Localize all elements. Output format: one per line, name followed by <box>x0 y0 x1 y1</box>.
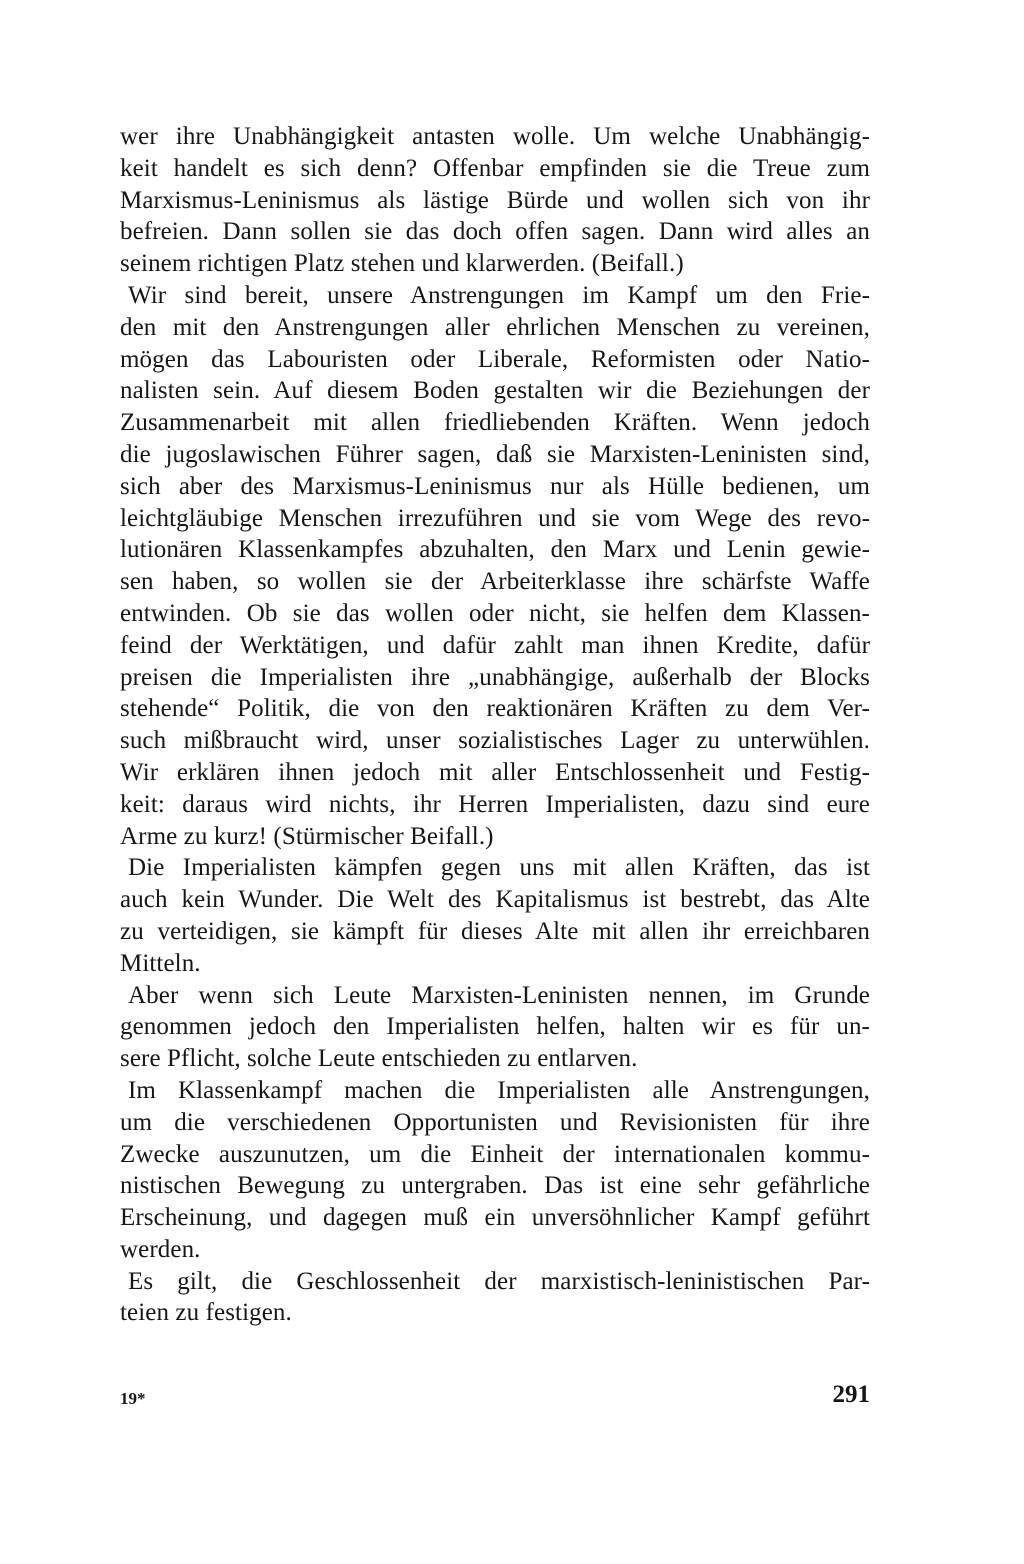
text-line: den mit den Anstrengungen aller ehrlichen Menschen zu vereinen, <box>120 313 870 341</box>
text-line: Im Klassenkampf machen die Imperialisten alle Anstrengungen, <box>128 1076 870 1104</box>
text-line: stehende“ Politik, die von den reaktionären Kräften zu dem Ver- <box>120 695 870 723</box>
text-line: such mißbraucht wird, unser sozialistisches Lager zu unterwühlen. <box>120 727 870 755</box>
body-text <box>120 121 870 1329</box>
text-line: Zwecke auszunutzen, um die Einheit der internationalen kommu- <box>120 1140 870 1168</box>
text-line: lutionären Klassenkampfes abzuhalten, den Marx und Lenin gewie- <box>120 536 870 564</box>
text-line: die jugoslawischen Führer sagen, daß sie Marxisten-Leninisten sind, <box>120 440 870 468</box>
text-line: nalisten sein. Auf diesem Boden gestalten wir die Beziehungen der <box>120 377 870 405</box>
paragraph-5 <box>120 1075 870 1266</box>
paragraph-3 <box>120 852 870 979</box>
text-line: Aber wenn sich Leute Marxisten-Leninisten nennen, im Grunde <box>128 981 870 1009</box>
text-line: zu verteidigen, sie kämpft für dieses Alte mit allen ihr erreichbaren <box>120 917 870 945</box>
text-line: wer ihre Unabhängigkeit antasten wolle. Um welche Unabhängig- <box>120 123 870 150</box>
text-line: teien zu festigen. <box>120 1299 292 1327</box>
text-line: entwinden. Ob sie das wollen oder nicht, sie helfen dem Klassen- <box>120 599 870 627</box>
text-line: leichtgläubige Menschen irrezuführen und sie vom Wege des revo- <box>120 504 870 532</box>
paragraph-6 <box>120 1266 870 1330</box>
signature-mark: 19* <box>120 1389 146 1408</box>
text-line: auch kein Wunder. Die Welt des Kapitalismus ist bestrebt, das Alte <box>120 886 870 914</box>
text-line: feind der Werktätigen, und dafür zahlt man ihnen Kredite, dafür <box>120 631 870 659</box>
page-number: 291 <box>832 1381 870 1408</box>
text-line: Zusammenarbeit mit allen friedliebenden Kräften. Wenn jedoch <box>120 409 870 437</box>
paragraph-2 <box>120 280 870 852</box>
text-line: werden. <box>120 1235 201 1263</box>
text-line: um die verschiedenen Opportunisten und Revisionisten für ihre <box>120 1108 870 1136</box>
text-line: preisen die Imperialisten ihre „unabhängige, außerhalb der Blocks <box>120 663 870 691</box>
text-line: Wir erklären ihnen jedoch mit aller Entschlossenheit und Festig- <box>120 758 870 786</box>
paragraph-4 <box>120 980 870 1075</box>
text-line: befreien. Dann sollen sie das doch offen sagen. Dann wird alles an <box>120 218 870 246</box>
text-line: nistischen Bewegung zu untergraben. Das ist eine sehr gefährliche <box>120 1172 870 1200</box>
text-line: sich aber des Marxismus-Leninismus nur als Hülle bedienen, um <box>120 472 870 500</box>
text-line: Die Imperialisten kämpfen gegen uns mit allen Kräften, das ist <box>128 854 870 882</box>
page-footer <box>120 1381 870 1421</box>
text-line: Erscheinung, und dagegen muß ein unversöhnlicher Kampf geführt <box>120 1204 870 1232</box>
text-line: Arme zu kurz! (Stürmischer Beifall.) <box>120 822 494 850</box>
text-line: sen haben, so wollen sie der Arbeiterklasse ihre schärfste Waffe <box>120 568 870 596</box>
text-line: Es gilt, die Geschlossenheit der marxistisch-leninistischen Par- <box>128 1267 870 1295</box>
text-line: Mitteln. <box>120 949 201 977</box>
text-line: seinem richtigen Platz stehen und klarwerden. (Beifall.) <box>120 250 684 278</box>
text-line: keit: daraus wird nichts, ihr Herren Imperialisten, dazu sind eure <box>120 790 870 818</box>
text-line: Marxismus-Leninismus als lästige Bürde und wollen sich von ihr <box>120 186 870 214</box>
text-line: genommen jedoch den Imperialisten helfen, halten wir es für un- <box>120 1013 870 1041</box>
text-line: keit handelt es sich denn? Offenbar empfinden sie die Treue zum <box>120 154 870 182</box>
text-line: Wir sind bereit, unsere Anstrengungen im Kampf um den Frie- <box>128 281 870 309</box>
text-line: sere Pflicht, solche Leute entschieden zu entlarven. <box>120 1045 638 1073</box>
paragraph-1 <box>120 121 870 280</box>
text-line: mögen das Labouristen oder Liberale, Reformisten oder Natio- <box>120 345 870 373</box>
